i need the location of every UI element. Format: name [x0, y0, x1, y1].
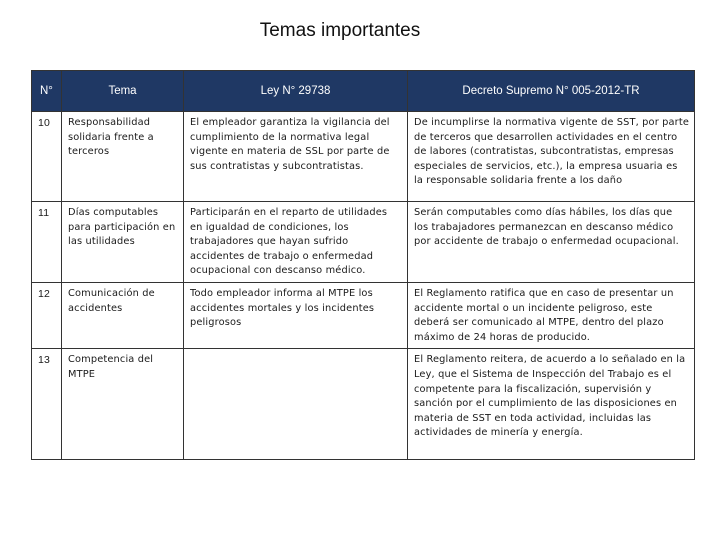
header-ley: Ley N° 29738 — [184, 71, 408, 112]
row-number: 12 — [32, 283, 62, 349]
table-row — [32, 283, 695, 349]
header-tema: Tema — [62, 71, 184, 112]
table-row — [32, 112, 695, 202]
row-tema: Responsabilidad solidaria frente a terceros — [62, 112, 184, 202]
row-ley: Participarán en el reparto de utilidades en igualdad de condiciones, los trabajadores que hayan sufrido accidentes de trabajo o enfermedad ocupacional con descanso médico. — [184, 202, 408, 283]
row-ley: El empleador garantiza la vigilancia del cumplimiento de la normativa legal vigente en materia de SSL por parte de sus contratistas y subcontratistas. — [184, 112, 408, 202]
topics-table — [31, 70, 695, 460]
row-tema: Comunicación de accidentes — [62, 283, 184, 349]
table-row — [32, 202, 695, 283]
row-decreto: Serán computables como días hábiles, los días que los trabajadores permanezcan en descanso médico por accidente de trabajo o enfermedad ocupacional. — [408, 202, 695, 283]
table-header-row — [32, 71, 695, 112]
row-number: 13 — [32, 349, 62, 460]
row-decreto: De incumplirse la normativa vigente de SST, por parte de terceros que desarrollen actividades en el centro de labores (contratistas, subcontratistas, empresas especiales de servicios, etc.), la empresa usuaria es la responsable solidaria frente a los daño — [408, 112, 695, 202]
row-ley — [184, 349, 408, 460]
header-number: N° — [32, 71, 62, 112]
row-number: 11 — [32, 202, 62, 283]
row-decreto: El Reglamento reitera, de acuerdo a lo señalado en la Ley, que el Sistema de Inspección del Trabajo es el competente para la fiscalización, supervisión y sanción por el cumplimiento de las disposiciones en materia de SST en toda actividad, incluidas las actividades de minería y energía. — [408, 349, 695, 460]
page-title: Temas importantes — [259, 20, 421, 41]
row-tema: Competencia del MTPE — [62, 349, 184, 460]
row-tema: Días computables para participación en las utilidades — [62, 202, 184, 283]
row-decreto: El Reglamento ratifica que en caso de presentar un accidente mortal o un incidente peligroso, este deberá ser comunicado al MTPE, dentro del plazo máximo de 24 horas de producido. — [408, 283, 695, 349]
table-row — [32, 349, 695, 460]
row-number: 10 — [32, 112, 62, 202]
row-ley: Todo empleador informa al MTPE los accidentes mortales y los incidentes peligrosos — [184, 283, 408, 349]
header-decreto: Decreto Supremo N° 005-2012-TR — [408, 71, 695, 112]
